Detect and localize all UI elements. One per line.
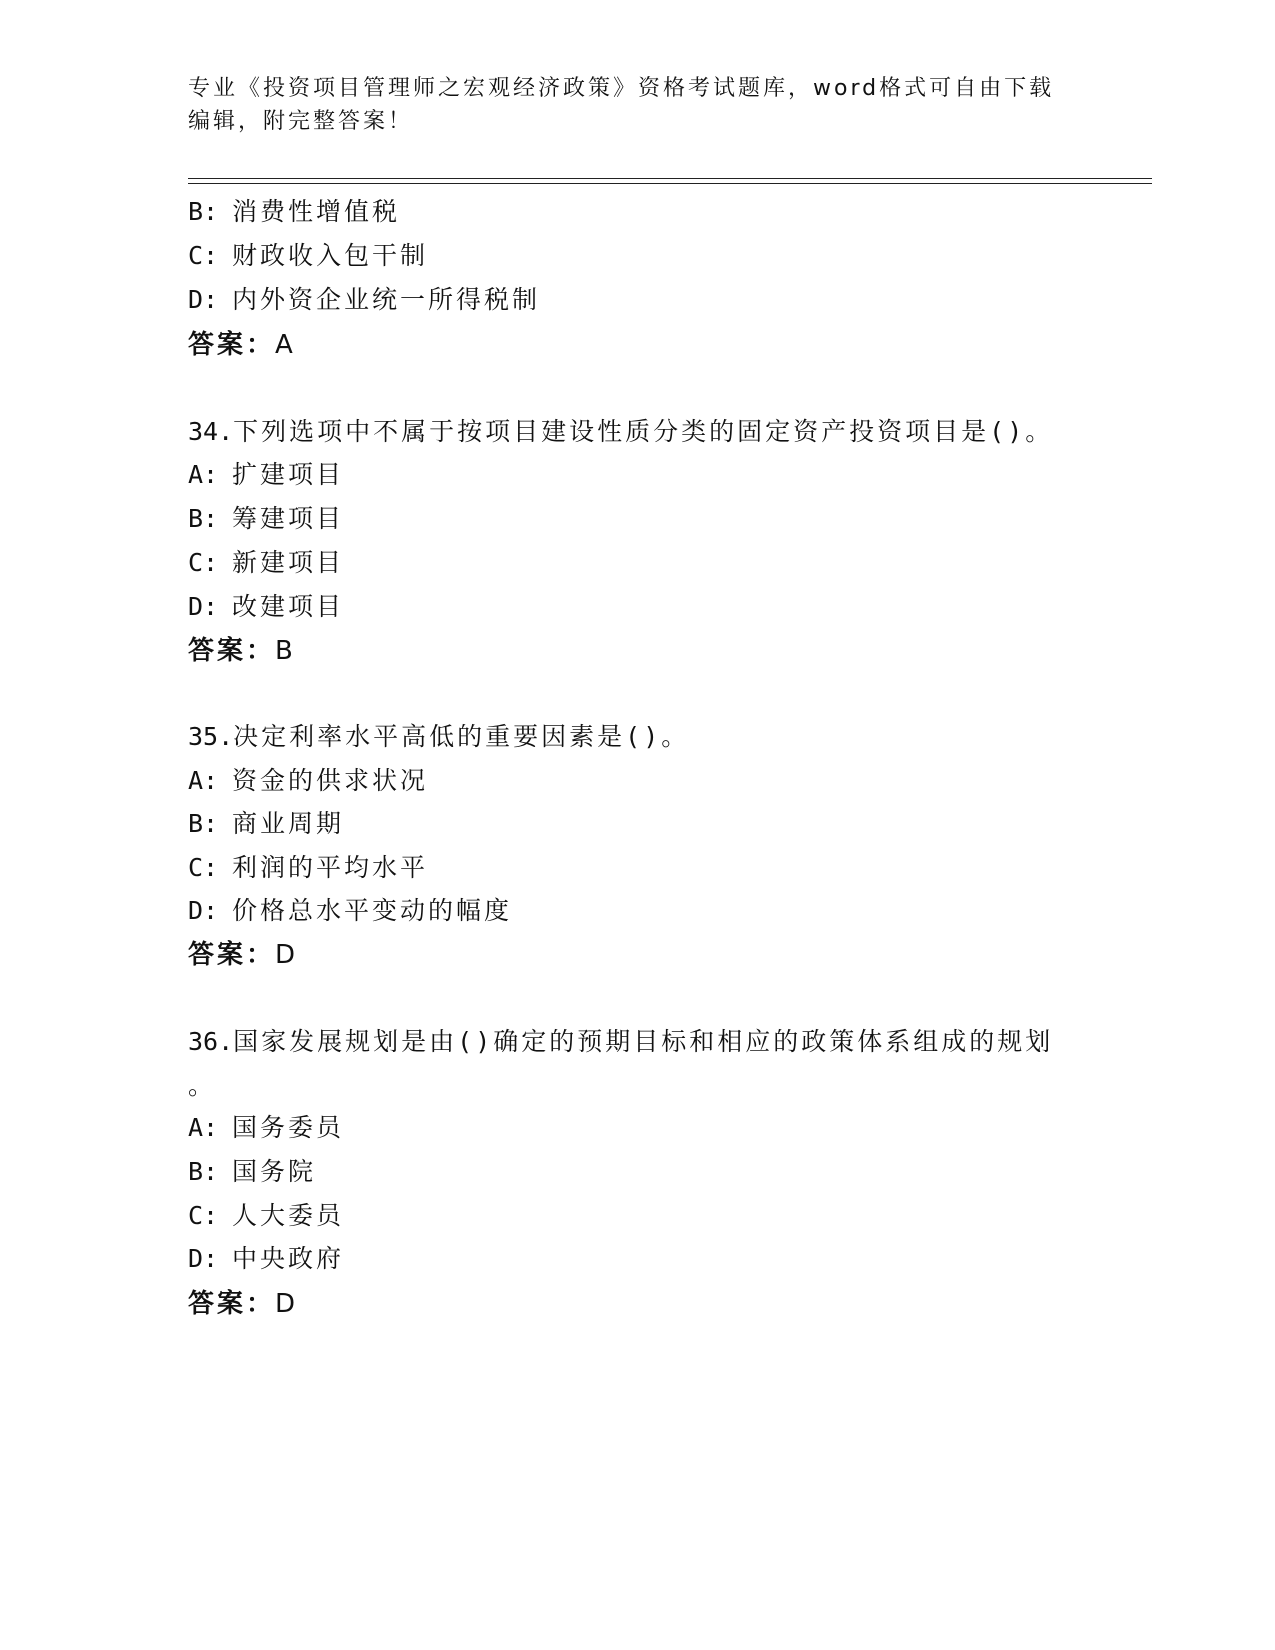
- option-text: 新建项目: [232, 548, 345, 577]
- q36-option-d: [188, 1239, 344, 1275]
- answer-value: D: [275, 1289, 299, 1319]
- question-text: 决定利率水平高低的重要因素是()。: [233, 722, 690, 751]
- option-c: [188, 236, 428, 272]
- option-b: [188, 192, 400, 228]
- option-key: C:: [188, 241, 219, 270]
- option-key: B:: [188, 809, 219, 838]
- q36-option-c: [188, 1196, 344, 1232]
- question-number: 36.: [188, 1027, 234, 1056]
- option-key: D:: [188, 896, 219, 925]
- answer-label: 答案：: [188, 330, 276, 360]
- option-key: D:: [188, 285, 219, 314]
- option-key: D:: [188, 1244, 219, 1273]
- question-36-stem-continuation: 。: [188, 1071, 217, 1100]
- q34-answer-line: [188, 630, 296, 667]
- option-text: 筹建项目: [232, 504, 345, 533]
- answer-label: 答案：: [188, 636, 276, 666]
- option-text: 资金的供求状况: [232, 766, 429, 795]
- option-text: 中央政府: [232, 1244, 345, 1273]
- answer-label: 答案：: [188, 1289, 276, 1319]
- q34-option-a: [188, 455, 344, 491]
- q35-answer-line: [188, 934, 298, 971]
- option-text: 国务院: [232, 1157, 317, 1186]
- answer-line: [188, 324, 296, 361]
- option-key: A:: [188, 766, 219, 795]
- answer-value: D: [275, 940, 299, 970]
- option-key: D:: [188, 592, 219, 621]
- question-35-stem: [188, 717, 689, 753]
- option-text: 消费性增值税: [232, 197, 401, 226]
- q35-option-b: [188, 804, 344, 840]
- option-text: 国务委员: [232, 1113, 345, 1142]
- q35-option-c: [188, 848, 428, 884]
- q34-option-d: [188, 587, 344, 623]
- option-text: 内外资企业统一所得税制: [232, 285, 541, 314]
- answer-value: A: [275, 330, 296, 360]
- option-d: [188, 280, 540, 316]
- question-text: 国家发展规划是由()确定的预期目标和相应的政策体系组成的规划: [233, 1027, 1054, 1056]
- option-key: B:: [188, 1157, 219, 1186]
- q35-option-a: [188, 761, 428, 797]
- question-number: 34.: [188, 417, 234, 446]
- header-divider-bottom: [188, 183, 1152, 184]
- option-text: 商业周期: [232, 809, 345, 838]
- document-header: 专业《投资项目管理师之宏观经济政策》资格考试题库，word格式可自由下载编辑，附完整答案！: [188, 76, 1055, 134]
- option-text: 利润的平均水平: [232, 853, 429, 882]
- answer-value: B: [275, 636, 296, 666]
- option-key: C:: [188, 1201, 219, 1230]
- q34-option-c: [188, 543, 344, 579]
- q36-answer-line: [188, 1283, 298, 1320]
- option-key: C:: [188, 853, 219, 882]
- option-key: A:: [188, 460, 219, 489]
- question-text: 下列选项中不属于按项目建设性质分类的固定资产投资项目是()。: [233, 417, 1054, 446]
- q36-option-a: [188, 1108, 344, 1144]
- option-key: B:: [188, 197, 219, 226]
- option-text: 扩建项目: [232, 460, 345, 489]
- header-divider-top: [188, 178, 1152, 179]
- q34-option-b: [188, 499, 344, 535]
- answer-label: 答案：: [188, 940, 276, 970]
- q35-option-d: [188, 891, 512, 927]
- option-key: C:: [188, 548, 219, 577]
- option-text: 人大委员: [232, 1201, 345, 1230]
- question-34-stem: [188, 412, 1053, 448]
- question-36-stem: [188, 1022, 1053, 1058]
- option-key: A:: [188, 1113, 219, 1142]
- option-key: B:: [188, 504, 219, 533]
- option-text: 财政收入包干制: [232, 241, 429, 270]
- q36-option-b: [188, 1152, 316, 1188]
- option-text: 价格总水平变动的幅度: [232, 896, 513, 925]
- option-text: 改建项目: [232, 592, 345, 621]
- question-number: 35.: [188, 722, 234, 751]
